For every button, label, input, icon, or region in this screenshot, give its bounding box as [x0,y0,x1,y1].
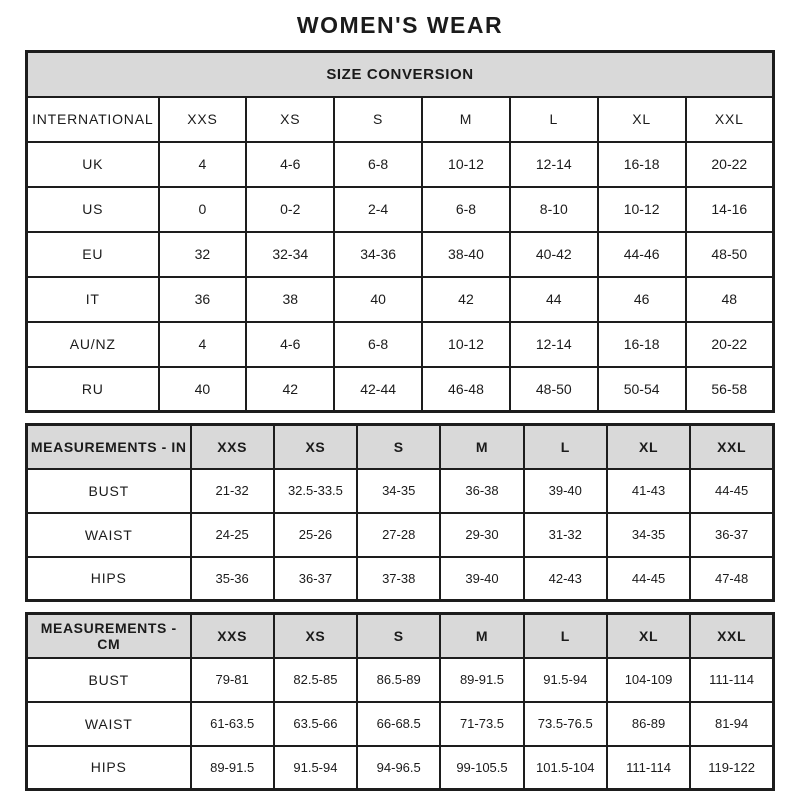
table-cell: 36-38 [440,469,523,513]
column-header: XXS [191,425,274,469]
table-row [27,614,774,658]
table-cell: 2-4 [334,187,422,232]
table-cell: 4 [159,142,247,187]
table-cell: 34-36 [334,232,422,277]
table-cell: 20-22 [686,322,774,367]
column-header: M [440,614,523,658]
table-row [27,52,774,97]
row-label: AU/NZ [27,322,159,367]
column-header: XXL [686,97,774,142]
table-cell: 71-73.5 [440,702,523,746]
table-cell: 21-32 [191,469,274,513]
table-cell: 119-122 [690,746,773,790]
table-row [27,702,774,746]
table-cell: 86.5-89 [357,658,440,702]
column-header: S [334,97,422,142]
table-cell: 73.5-76.5 [524,702,607,746]
table-cell: 104-109 [607,658,690,702]
table-cell: 91.5-94 [524,658,607,702]
table-cell: 46 [598,277,686,322]
column-header: XXS [159,97,247,142]
table-cell: 20-22 [686,142,774,187]
table-cell: 79-81 [191,658,274,702]
table-cell: 35-36 [191,557,274,601]
row-label: WAIST [27,702,191,746]
row-label: HIPS [27,557,191,601]
table-cell: 0-2 [246,187,334,232]
table-cell: 38 [246,277,334,322]
measurements-cm-table [25,612,775,791]
table-cell: 48-50 [510,367,598,412]
row-label: BUST [27,658,191,702]
table-cell: 63.5-66 [274,702,357,746]
table-cell: 16-18 [598,322,686,367]
measurements-cm-title: MEASUREMENTS - CM [27,614,191,658]
row-label: IT [27,277,159,322]
table-cell: 40 [334,277,422,322]
row-label: BUST [27,469,191,513]
table-row [27,142,774,187]
column-header: XXL [690,425,773,469]
table-row [27,746,774,790]
table-cell: 40 [159,367,247,412]
table-cell: 50-54 [598,367,686,412]
table-row [27,97,774,142]
column-header: M [422,97,510,142]
column-header: INTERNATIONAL [27,97,159,142]
table-cell: 4-6 [246,142,334,187]
table-cell: 89-91.5 [440,658,523,702]
table-cell: 82.5-85 [274,658,357,702]
table-cell: 61-63.5 [191,702,274,746]
table-row [27,367,774,412]
table-cell: 44-46 [598,232,686,277]
row-label: UK [27,142,159,187]
table-cell: 44-45 [690,469,773,513]
row-label: RU [27,367,159,412]
table-cell: 46-48 [422,367,510,412]
table-cell: 48-50 [686,232,774,277]
table-cell: 4-6 [246,322,334,367]
table-cell: 34-35 [357,469,440,513]
table-row [27,658,774,702]
table-cell: 94-96.5 [357,746,440,790]
table-cell: 111-114 [607,746,690,790]
table-cell: 36-37 [274,557,357,601]
row-label: HIPS [27,746,191,790]
table-cell: 31-32 [524,513,607,557]
table-cell: 37-38 [357,557,440,601]
column-header: L [524,614,607,658]
table-cell: 34-35 [607,513,690,557]
column-header: M [440,425,523,469]
column-header: XXS [191,614,274,658]
table-cell: 10-12 [422,322,510,367]
column-header: S [357,425,440,469]
table-cell: 6-8 [422,187,510,232]
column-header: XL [607,614,690,658]
table-row [27,425,774,469]
table-cell: 36 [159,277,247,322]
page-title: WOMEN'S WEAR [296,12,504,38]
table-cell: 12-14 [510,142,598,187]
measurements-in-table [25,423,775,602]
table-row [27,277,774,322]
table-cell: 16-18 [598,142,686,187]
column-header: XXL [690,614,773,658]
table-cell: 39-40 [440,557,523,601]
table-cell: 44 [510,277,598,322]
table-cell: 44-45 [607,557,690,601]
table-cell: 42-44 [334,367,422,412]
table-cell: 4 [159,322,247,367]
table-cell: 36-37 [690,513,773,557]
table-cell: 40-42 [510,232,598,277]
table-row [27,469,774,513]
table-row [27,322,774,367]
table-cell: 38-40 [422,232,510,277]
table-cell: 10-12 [598,187,686,232]
table-cell: 12-14 [510,322,598,367]
table-cell: 27-28 [357,513,440,557]
table-cell: 111-114 [690,658,773,702]
measurements-in-title: MEASUREMENTS - IN [27,425,191,469]
table-cell: 0 [159,187,247,232]
table-cell: 8-10 [510,187,598,232]
table-cell: 14-16 [686,187,774,232]
table-cell: 42-43 [524,557,607,601]
table-cell: 66-68.5 [357,702,440,746]
table-cell: 6-8 [334,322,422,367]
table-cell: 10-12 [422,142,510,187]
row-label: WAIST [27,513,191,557]
table-cell: 25-26 [274,513,357,557]
table-cell: 32-34 [246,232,334,277]
table-row [27,187,774,232]
column-header: L [510,97,598,142]
column-header: XS [274,425,357,469]
column-header: S [357,614,440,658]
table-row [27,232,774,277]
size-conversion-title: SIZE CONVERSION [27,52,774,97]
column-header: XL [598,97,686,142]
table-cell: 42 [422,277,510,322]
table-cell: 86-89 [607,702,690,746]
table-cell: 32 [159,232,247,277]
table-cell: 81-94 [690,702,773,746]
table-cell: 39-40 [524,469,607,513]
table-cell: 47-48 [690,557,773,601]
column-header: L [524,425,607,469]
table-row [27,513,774,557]
table-cell: 91.5-94 [274,746,357,790]
table-cell: 99-105.5 [440,746,523,790]
column-header: XS [274,614,357,658]
table-cell: 41-43 [607,469,690,513]
row-label: EU [27,232,159,277]
column-header: XL [607,425,690,469]
table-cell: 29-30 [440,513,523,557]
size-conversion-table [25,50,775,413]
row-label: US [27,187,159,232]
table-cell: 6-8 [334,142,422,187]
table-cell: 42 [246,367,334,412]
column-header: XS [246,97,334,142]
table-cell: 24-25 [191,513,274,557]
table-cell: 32.5-33.5 [274,469,357,513]
table-cell: 56-58 [686,367,774,412]
table-row [27,557,774,601]
table-cell: 101.5-104 [524,746,607,790]
table-cell: 48 [686,277,774,322]
table-cell: 89-91.5 [191,746,274,790]
